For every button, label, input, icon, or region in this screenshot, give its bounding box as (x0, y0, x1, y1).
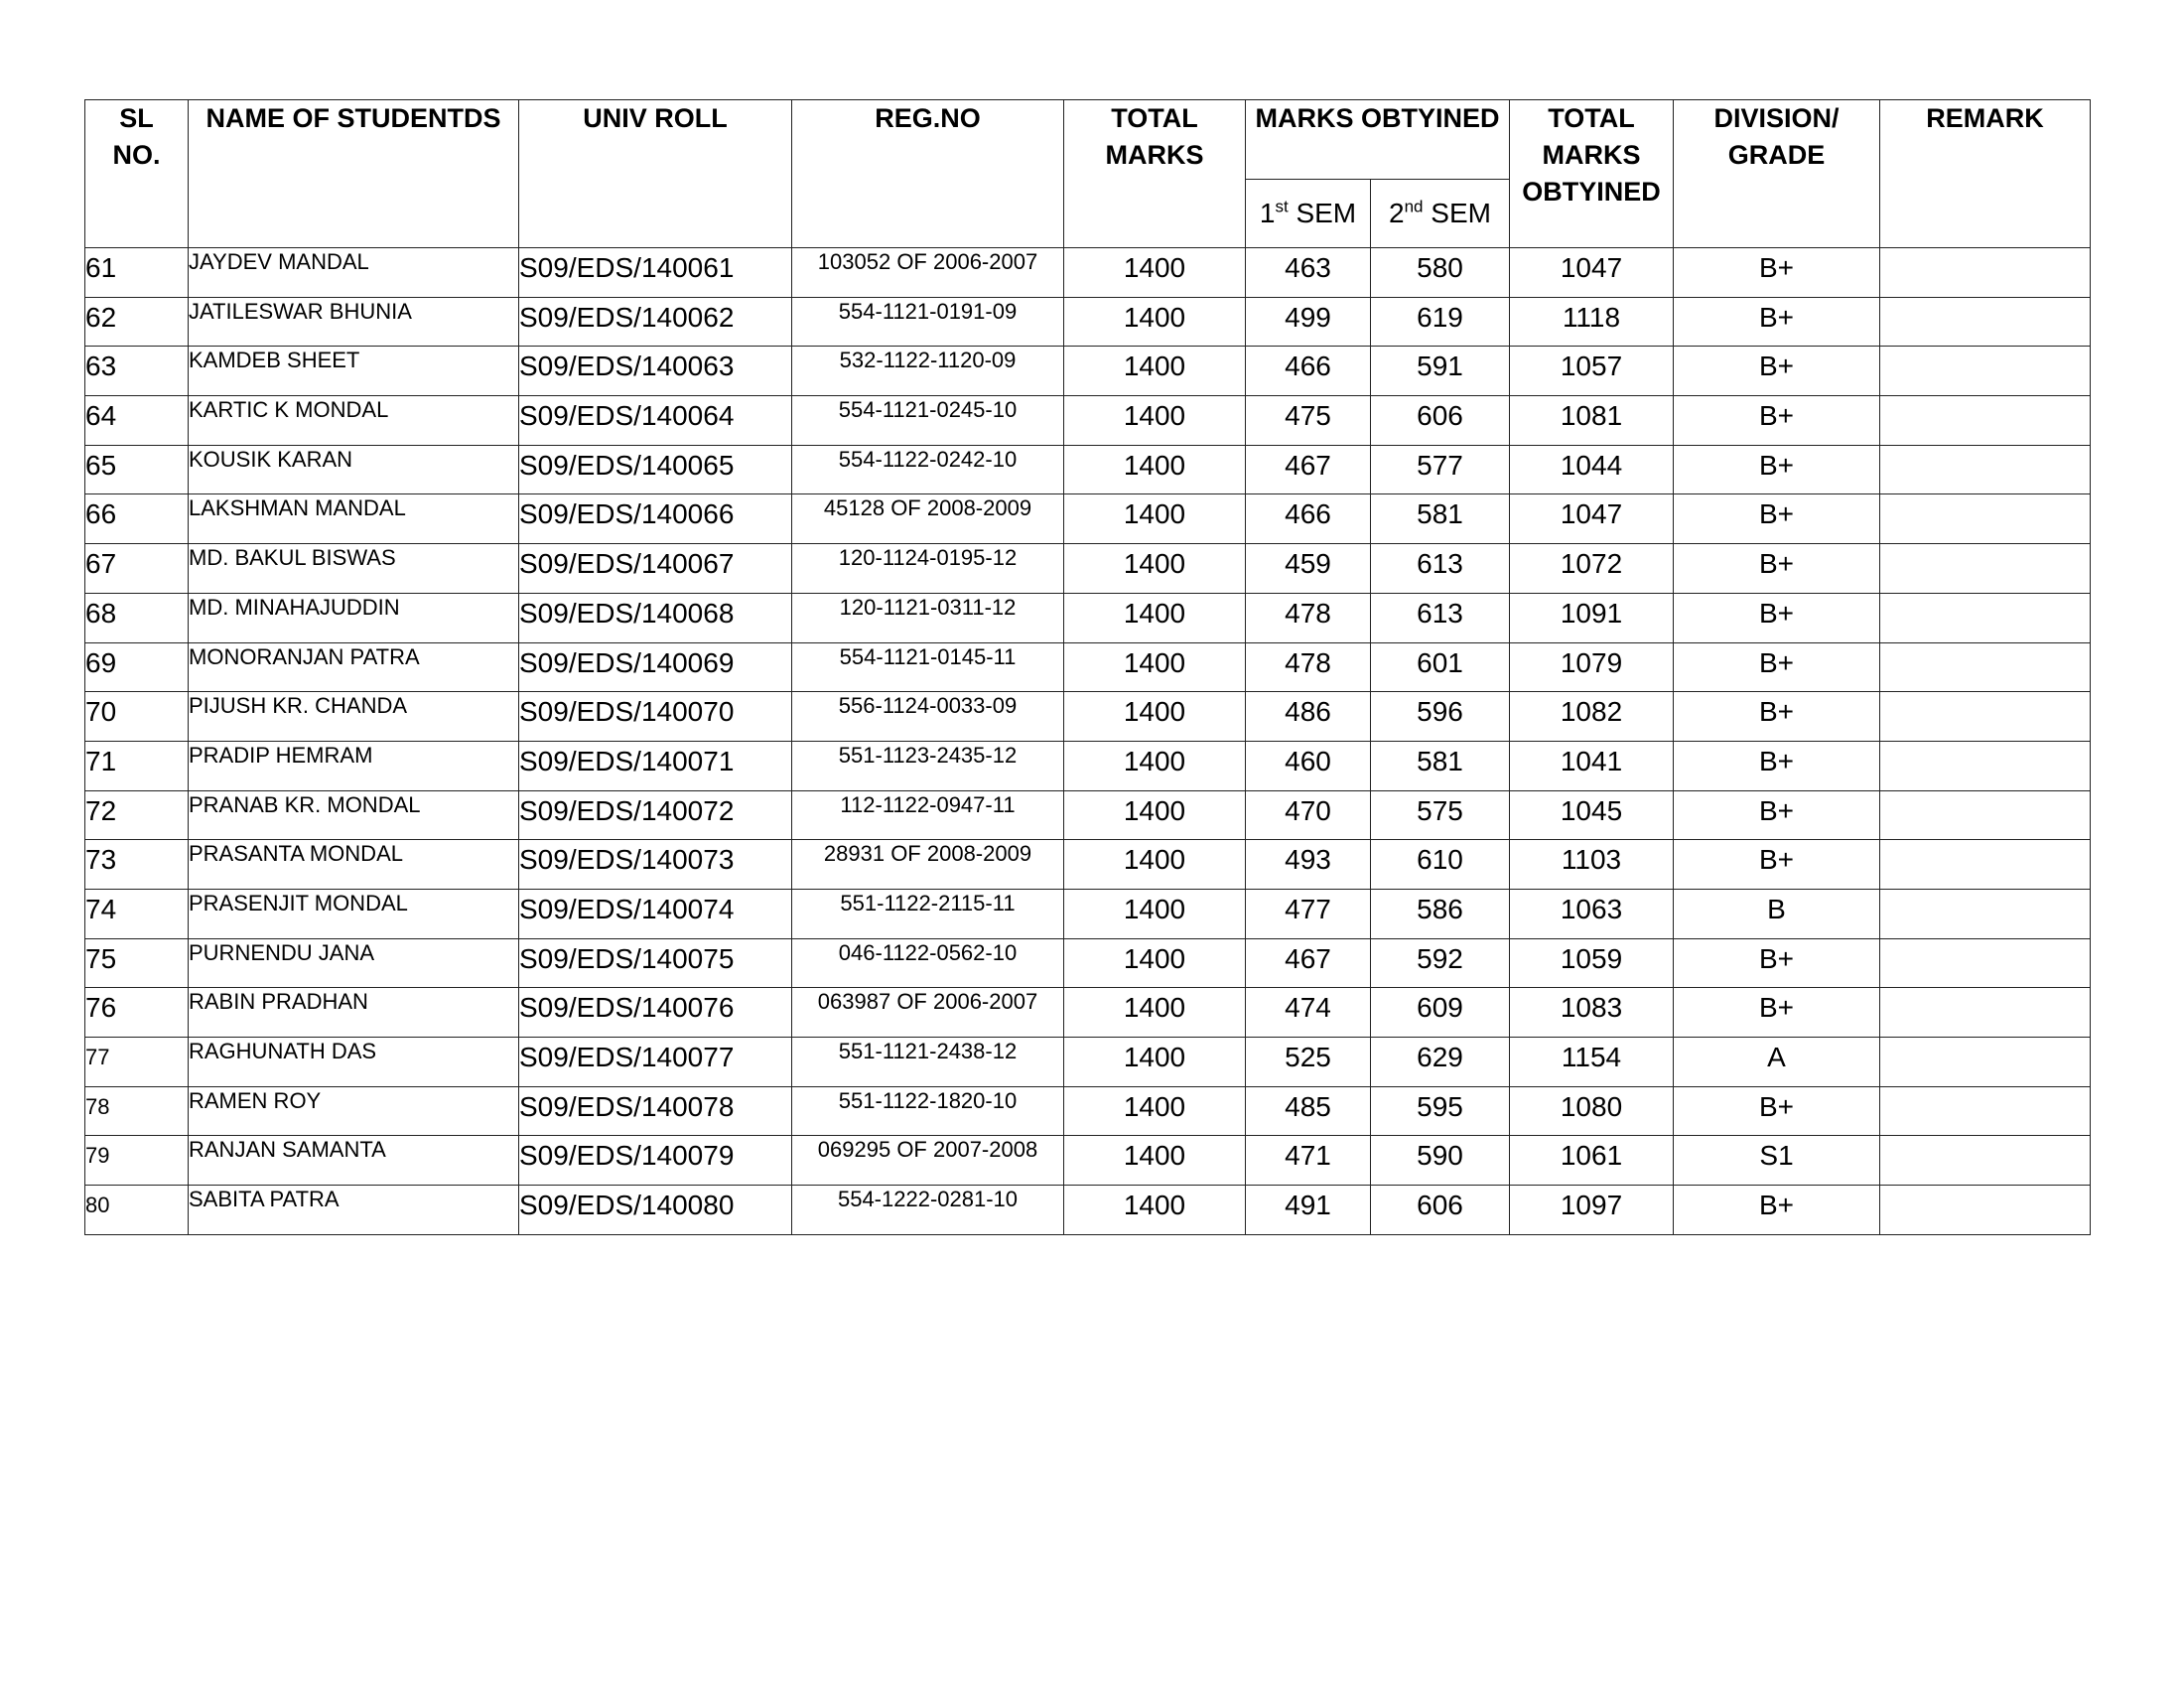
cell-grade: B+ (1674, 692, 1880, 742)
cell-reg-no: 45128 OF 2008-2009 (792, 494, 1064, 544)
result-sheet (84, 99, 2090, 1235)
cell-grade: B+ (1674, 396, 1880, 446)
col-header-name-label: NAME OF STUDENTDS (205, 103, 501, 133)
cell-total-obtained: 1045 (1510, 790, 1674, 840)
cell-sem1-marks: 466 (1246, 347, 1371, 396)
cell-grade: B+ (1674, 445, 1880, 494)
cell-grade: B+ (1674, 642, 1880, 692)
cell-total-obtained: 1047 (1510, 494, 1674, 544)
cell-grade: B+ (1674, 840, 1880, 890)
cell-total-marks: 1400 (1064, 396, 1246, 446)
cell-univ-roll: S09/EDS/140065 (519, 445, 792, 494)
cell-total-marks: 1400 (1064, 347, 1246, 396)
cell-sem1-marks: 474 (1246, 988, 1371, 1038)
cell-sem2-marks: 609 (1371, 988, 1510, 1038)
cell-total-marks: 1400 (1064, 1086, 1246, 1136)
table-row (85, 248, 2091, 298)
cell-name: PRASENJIT MONDAL (189, 889, 519, 938)
cell-total-marks: 1400 (1064, 1136, 1246, 1186)
cell-sl: 72 (85, 790, 189, 840)
cell-total-marks: 1400 (1064, 790, 1246, 840)
col-header-obtained-line3: OBTYINED (1522, 177, 1661, 207)
cell-univ-roll: S09/EDS/140064 (519, 396, 792, 446)
col-header-sl (85, 100, 189, 248)
cell-grade: B (1674, 889, 1880, 938)
cell-sem1-marks: 485 (1246, 1086, 1371, 1136)
cell-reg-no: 120-1121-0311-12 (792, 593, 1064, 642)
cell-total-obtained: 1063 (1510, 889, 1674, 938)
cell-grade: B+ (1674, 544, 1880, 594)
cell-reg-no: 120-1124-0195-12 (792, 544, 1064, 594)
cell-sem1-marks: 471 (1246, 1136, 1371, 1186)
sem2-label: SEM (1423, 198, 1491, 228)
cell-reg-no: 554-1121-0191-09 (792, 297, 1064, 347)
cell-univ-roll: S09/EDS/140069 (519, 642, 792, 692)
cell-sl: 80 (85, 1186, 189, 1235)
cell-univ-roll: S09/EDS/140061 (519, 248, 792, 298)
cell-name: MD. MINAHAJUDDIN (189, 593, 519, 642)
cell-sem1-marks: 477 (1246, 889, 1371, 938)
col-header-roll-label: UNIV ROLL (583, 103, 728, 133)
cell-sl: 65 (85, 445, 189, 494)
table-row (85, 988, 2091, 1038)
col-header-total-line2: MARKS (1105, 140, 1204, 170)
cell-sem1-marks: 470 (1246, 790, 1371, 840)
cell-grade: B+ (1674, 790, 1880, 840)
cell-total-marks: 1400 (1064, 1186, 1246, 1235)
col-header-remark-label: REMARK (1926, 103, 2044, 133)
cell-univ-roll: S09/EDS/140071 (519, 741, 792, 790)
cell-name: JAYDEV MANDAL (189, 248, 519, 298)
cell-total-obtained: 1047 (1510, 248, 1674, 298)
cell-univ-roll: S09/EDS/140079 (519, 1136, 792, 1186)
cell-total-marks: 1400 (1064, 840, 1246, 890)
table-row (85, 593, 2091, 642)
cell-name: PURNENDU JANA (189, 938, 519, 988)
col-header-division-line2: GRADE (1727, 140, 1826, 170)
cell-sem2-marks: 575 (1371, 790, 1510, 840)
cell-grade: B+ (1674, 1186, 1880, 1235)
cell-reg-no: 554-1121-0245-10 (792, 396, 1064, 446)
cell-sl: 69 (85, 642, 189, 692)
col-header-marks-group (1246, 100, 1510, 180)
cell-reg-no: 069295 OF 2007-2008 (792, 1136, 1064, 1186)
cell-name: MD. BAKUL BISWAS (189, 544, 519, 594)
cell-sem2-marks: 590 (1371, 1136, 1510, 1186)
sem2-suffix: nd (1404, 197, 1424, 216)
cell-total-obtained: 1082 (1510, 692, 1674, 742)
cell-sl: 63 (85, 347, 189, 396)
cell-univ-roll: S09/EDS/140077 (519, 1038, 792, 1087)
cell-sem2-marks: 586 (1371, 889, 1510, 938)
cell-remark (1880, 445, 2091, 494)
cell-remark (1880, 988, 2091, 1038)
cell-univ-roll: S09/EDS/140062 (519, 297, 792, 347)
cell-univ-roll: S09/EDS/140074 (519, 889, 792, 938)
col-header-obtained (1510, 100, 1674, 248)
table-row (85, 938, 2091, 988)
cell-total-marks: 1400 (1064, 1038, 1246, 1087)
cell-name: RAMEN ROY (189, 1086, 519, 1136)
cell-sem2-marks: 592 (1371, 938, 1510, 988)
cell-sem1-marks: 491 (1246, 1186, 1371, 1235)
cell-total-obtained: 1091 (1510, 593, 1674, 642)
cell-sl: 79 (85, 1136, 189, 1186)
cell-sem2-marks: 580 (1371, 248, 1510, 298)
table-body (85, 248, 2091, 1235)
cell-grade: B+ (1674, 297, 1880, 347)
cell-sem2-marks: 596 (1371, 692, 1510, 742)
cell-reg-no: 554-1122-0242-10 (792, 445, 1064, 494)
cell-sem1-marks: 475 (1246, 396, 1371, 446)
cell-sem2-marks: 601 (1371, 642, 1510, 692)
col-header-division (1674, 100, 1880, 248)
cell-grade: B+ (1674, 741, 1880, 790)
cell-sl: 70 (85, 692, 189, 742)
cell-remark (1880, 692, 2091, 742)
cell-reg-no: 556-1124-0033-09 (792, 692, 1064, 742)
cell-grade: B+ (1674, 1086, 1880, 1136)
cell-reg-no: 554-1121-0145-11 (792, 642, 1064, 692)
cell-reg-no: 063987 OF 2006-2007 (792, 988, 1064, 1038)
cell-name: KARTIC K MONDAL (189, 396, 519, 446)
cell-sl: 68 (85, 593, 189, 642)
cell-total-obtained: 1059 (1510, 938, 1674, 988)
cell-univ-roll: S09/EDS/140068 (519, 593, 792, 642)
cell-sl: 75 (85, 938, 189, 988)
table-row (85, 1038, 2091, 1087)
col-header-total-line1: TOTAL (1111, 103, 1198, 133)
sem1-label: SEM (1288, 198, 1357, 228)
cell-name: JATILESWAR BHUNIA (189, 297, 519, 347)
col-header-obtained-line1: TOTAL (1548, 103, 1635, 133)
cell-total-obtained: 1154 (1510, 1038, 1674, 1087)
cell-name: LAKSHMAN MANDAL (189, 494, 519, 544)
cell-name: SABITA PATRA (189, 1186, 519, 1235)
cell-sem2-marks: 595 (1371, 1086, 1510, 1136)
cell-name: RANJAN SAMANTA (189, 1136, 519, 1186)
cell-reg-no: 554-1222-0281-10 (792, 1186, 1064, 1235)
col-header-marks-group-label: MARKS OBTYINED (1255, 103, 1500, 133)
cell-sem2-marks: 606 (1371, 396, 1510, 446)
col-header-division-line1: DIVISION/ (1713, 103, 1840, 133)
cell-total-marks: 1400 (1064, 544, 1246, 594)
col-header-remark (1880, 100, 2091, 248)
cell-sem2-marks: 629 (1371, 1038, 1510, 1087)
table-row (85, 1186, 2091, 1235)
cell-remark (1880, 1186, 2091, 1235)
cell-sem1-marks: 493 (1246, 840, 1371, 890)
cell-total-marks: 1400 (1064, 988, 1246, 1038)
cell-name: MONORANJAN PATRA (189, 642, 519, 692)
cell-sl: 74 (85, 889, 189, 938)
cell-total-obtained: 1072 (1510, 544, 1674, 594)
marks-table (84, 99, 2091, 1235)
cell-grade: B+ (1674, 593, 1880, 642)
cell-total-marks: 1400 (1064, 692, 1246, 742)
cell-total-obtained: 1044 (1510, 445, 1674, 494)
cell-reg-no: 551-1123-2435-12 (792, 741, 1064, 790)
col-header-obtained-line2: MARKS (1542, 140, 1641, 170)
cell-remark (1880, 396, 2091, 446)
cell-reg-no: 28931 OF 2008-2009 (792, 840, 1064, 890)
cell-remark (1880, 347, 2091, 396)
cell-total-marks: 1400 (1064, 445, 1246, 494)
table-row (85, 544, 2091, 594)
cell-remark (1880, 544, 2091, 594)
cell-name: PRANAB KR. MONDAL (189, 790, 519, 840)
col-header-sl-line2: NO. (112, 140, 161, 170)
cell-total-obtained: 1079 (1510, 642, 1674, 692)
cell-total-obtained: 1103 (1510, 840, 1674, 890)
cell-total-marks: 1400 (1064, 297, 1246, 347)
table-row (85, 347, 2091, 396)
cell-total-obtained: 1080 (1510, 1086, 1674, 1136)
col-header-sem2 (1371, 180, 1510, 248)
cell-total-marks: 1400 (1064, 938, 1246, 988)
cell-sem2-marks: 613 (1371, 544, 1510, 594)
table-row (85, 445, 2091, 494)
cell-sem2-marks: 581 (1371, 494, 1510, 544)
cell-sl: 64 (85, 396, 189, 446)
table-row (85, 642, 2091, 692)
sem2-number: 2 (1389, 198, 1405, 228)
cell-remark (1880, 938, 2091, 988)
cell-remark (1880, 494, 2091, 544)
cell-name: PRASANTA MONDAL (189, 840, 519, 890)
cell-univ-roll: S09/EDS/140080 (519, 1186, 792, 1235)
cell-sl: 62 (85, 297, 189, 347)
cell-name: RAGHUNATH DAS (189, 1038, 519, 1087)
table-row (85, 741, 2091, 790)
cell-reg-no: 046-1122-0562-10 (792, 938, 1064, 988)
cell-reg-no: 112-1122-0947-11 (792, 790, 1064, 840)
cell-sl: 67 (85, 544, 189, 594)
cell-name: KOUSIK KARAN (189, 445, 519, 494)
cell-remark (1880, 889, 2091, 938)
cell-sl: 71 (85, 741, 189, 790)
cell-remark (1880, 297, 2091, 347)
cell-reg-no: 532-1122-1120-09 (792, 347, 1064, 396)
cell-sem1-marks: 466 (1246, 494, 1371, 544)
col-header-sl-line1: SL (119, 103, 154, 133)
cell-total-marks: 1400 (1064, 642, 1246, 692)
table-row (85, 1086, 2091, 1136)
cell-name: PRADIP HEMRAM (189, 741, 519, 790)
cell-reg-no: 551-1122-1820-10 (792, 1086, 1064, 1136)
cell-univ-roll: S09/EDS/140078 (519, 1086, 792, 1136)
cell-grade: B+ (1674, 347, 1880, 396)
sem1-suffix: st (1275, 197, 1289, 216)
cell-univ-roll: S09/EDS/140073 (519, 840, 792, 890)
cell-total-marks: 1400 (1064, 248, 1246, 298)
cell-univ-roll: S09/EDS/140072 (519, 790, 792, 840)
cell-name: PIJUSH KR. CHANDA (189, 692, 519, 742)
cell-sem2-marks: 606 (1371, 1186, 1510, 1235)
cell-total-obtained: 1097 (1510, 1186, 1674, 1235)
cell-univ-roll: S09/EDS/140066 (519, 494, 792, 544)
cell-remark (1880, 642, 2091, 692)
cell-remark (1880, 248, 2091, 298)
cell-total-obtained: 1057 (1510, 347, 1674, 396)
table-row (85, 1136, 2091, 1186)
cell-reg-no: 551-1122-2115-11 (792, 889, 1064, 938)
cell-total-marks: 1400 (1064, 741, 1246, 790)
cell-sem2-marks: 581 (1371, 741, 1510, 790)
cell-sl: 66 (85, 494, 189, 544)
cell-total-obtained: 1118 (1510, 297, 1674, 347)
table-row (85, 692, 2091, 742)
cell-reg-no: 103052 OF 2006-2007 (792, 248, 1064, 298)
cell-univ-roll: S09/EDS/140070 (519, 692, 792, 742)
cell-grade: A (1674, 1038, 1880, 1087)
cell-sem1-marks: 467 (1246, 445, 1371, 494)
cell-sem1-marks: 525 (1246, 1038, 1371, 1087)
cell-sl: 61 (85, 248, 189, 298)
table-row (85, 494, 2091, 544)
cell-name: RABIN PRADHAN (189, 988, 519, 1038)
cell-sem1-marks: 486 (1246, 692, 1371, 742)
cell-univ-roll: S09/EDS/140067 (519, 544, 792, 594)
cell-univ-roll: S09/EDS/140076 (519, 988, 792, 1038)
cell-sem2-marks: 619 (1371, 297, 1510, 347)
cell-total-marks: 1400 (1064, 889, 1246, 938)
table-row (85, 297, 2091, 347)
table-row (85, 840, 2091, 890)
cell-remark (1880, 1136, 2091, 1186)
cell-sl: 73 (85, 840, 189, 890)
cell-sem2-marks: 577 (1371, 445, 1510, 494)
cell-reg-no: 551-1121-2438-12 (792, 1038, 1064, 1087)
cell-total-obtained: 1083 (1510, 988, 1674, 1038)
table-row (85, 396, 2091, 446)
col-header-reg-label: REG.NO (875, 103, 981, 133)
cell-sem2-marks: 613 (1371, 593, 1510, 642)
cell-sem1-marks: 463 (1246, 248, 1371, 298)
cell-univ-roll: S09/EDS/140075 (519, 938, 792, 988)
table-row (85, 790, 2091, 840)
cell-remark (1880, 840, 2091, 890)
cell-sem1-marks: 460 (1246, 741, 1371, 790)
cell-total-marks: 1400 (1064, 494, 1246, 544)
cell-grade: B+ (1674, 938, 1880, 988)
cell-grade: B+ (1674, 248, 1880, 298)
cell-sl: 78 (85, 1086, 189, 1136)
col-header-total (1064, 100, 1246, 248)
cell-sem1-marks: 478 (1246, 593, 1371, 642)
cell-remark (1880, 741, 2091, 790)
cell-sl: 76 (85, 988, 189, 1038)
table-header (85, 100, 2091, 248)
cell-sem1-marks: 499 (1246, 297, 1371, 347)
cell-sem1-marks: 467 (1246, 938, 1371, 988)
cell-total-obtained: 1061 (1510, 1136, 1674, 1186)
cell-total-marks: 1400 (1064, 593, 1246, 642)
cell-total-obtained: 1041 (1510, 741, 1674, 790)
cell-grade: S1 (1674, 1136, 1880, 1186)
cell-sl: 77 (85, 1038, 189, 1087)
cell-sem2-marks: 591 (1371, 347, 1510, 396)
cell-total-obtained: 1081 (1510, 396, 1674, 446)
cell-grade: B+ (1674, 988, 1880, 1038)
cell-sem2-marks: 610 (1371, 840, 1510, 890)
cell-sem1-marks: 478 (1246, 642, 1371, 692)
cell-remark (1880, 593, 2091, 642)
col-header-roll (519, 100, 792, 248)
col-header-name (189, 100, 519, 248)
cell-remark (1880, 1038, 2091, 1087)
table-row (85, 889, 2091, 938)
cell-grade: B+ (1674, 494, 1880, 544)
cell-univ-roll: S09/EDS/140063 (519, 347, 792, 396)
cell-remark (1880, 790, 2091, 840)
col-header-reg (792, 100, 1064, 248)
cell-sem1-marks: 459 (1246, 544, 1371, 594)
cell-name: KAMDEB SHEET (189, 347, 519, 396)
cell-remark (1880, 1086, 2091, 1136)
sem1-number: 1 (1259, 198, 1276, 228)
col-header-sem1 (1246, 180, 1371, 248)
